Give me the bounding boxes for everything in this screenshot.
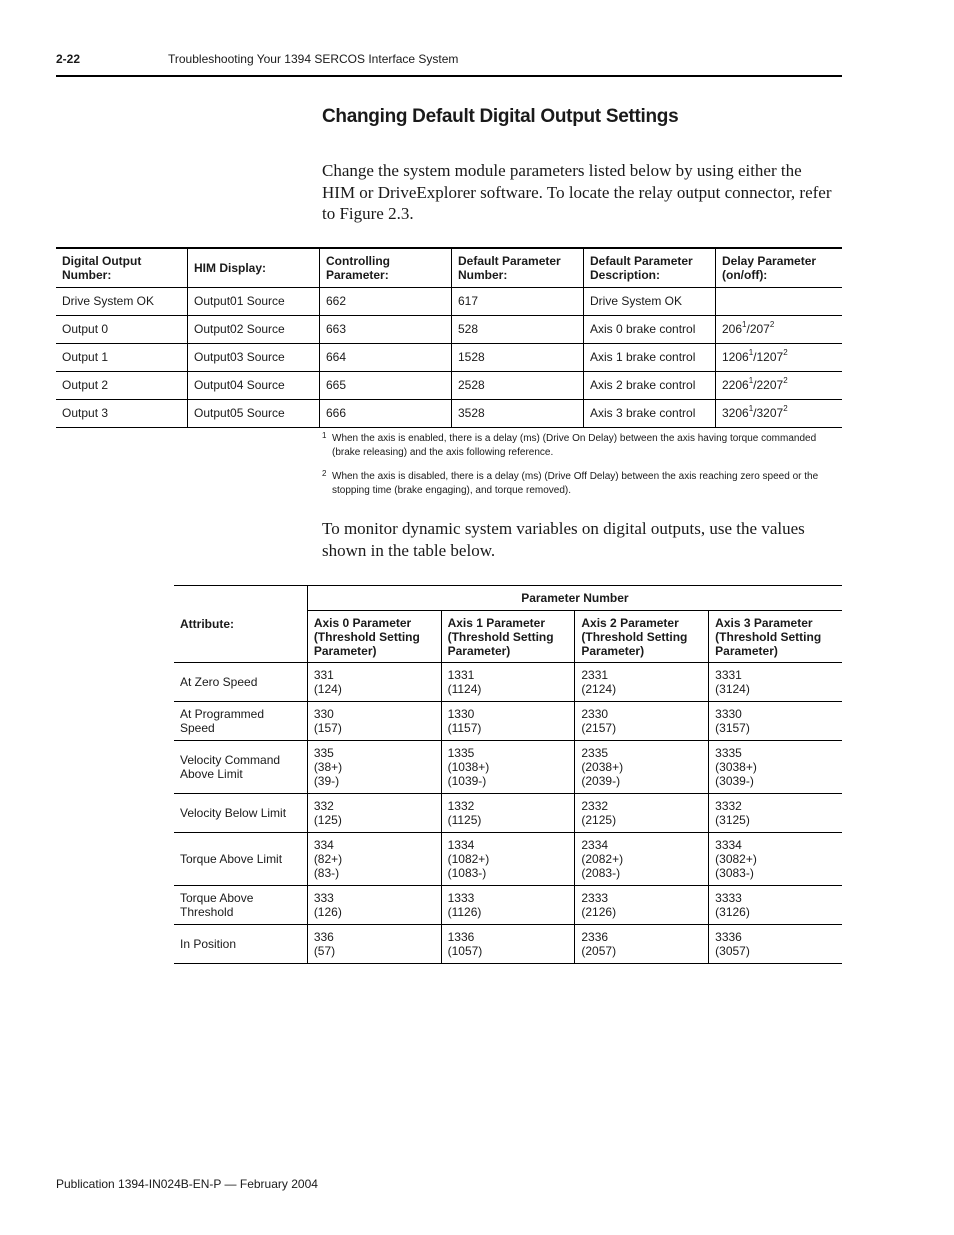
default-parameter-description-cell: Axis 2 brake control [584,371,716,399]
parameter-value: 1330 [447,707,475,721]
monitor-table-row [174,741,842,794]
parameter-value: 336 [313,930,334,944]
parameter-value: (1057) [447,944,483,958]
attribute-cell: At Programmed Speed [180,707,265,735]
parameter-value: (1126) [447,905,482,919]
delay-off-value: 1207 [756,350,784,364]
footnote-mark: 1 [322,431,327,440]
delay-off-value: 2207 [756,378,784,392]
axis-3-parameter-cell [709,741,842,794]
parameter-value: (3038+) [715,760,757,774]
delay-on-value: 206 [722,322,743,336]
monitor-group-header-row [174,586,842,611]
parameter-value: 1335 [447,746,475,760]
parameter-value: 1333 [447,891,475,905]
parameter-value: 2335 [581,746,609,760]
parameter-value: 2330 [581,707,609,721]
output-cell: Drive System OK [56,287,188,315]
parameter-value: (1124) [447,682,482,696]
default-parameter-number-cell: 617 [452,287,584,315]
digital-output-header-row [56,248,842,287]
delay-separator: / [753,350,757,364]
axis-3-parameter-cell [709,886,842,925]
axis-2-parameter-cell [575,833,709,886]
axis-2-parameter-cell [575,741,709,794]
output-cell: Output 0 [56,315,188,343]
monitor-table-row [174,794,842,833]
him-display-cell: Output05 Source [188,399,320,427]
section-title: Changing Default Digital Output Settings [322,106,679,127]
parameter-value: 331 [313,668,334,682]
col-header-controlling: Controlling Parameter: [320,248,452,287]
attribute-cell: In Position [180,937,237,951]
axis-1-parameter-cell [441,886,575,925]
delay-parameter-cell [716,287,843,315]
monitor-table [174,585,842,964]
axis-1-parameter-cell [441,663,575,702]
parameter-value: 2336 [581,930,609,944]
parameter-value: (1157) [447,721,482,735]
footnote-ref-1: 1 [742,320,747,329]
col-header-him: HIM Display: [188,248,320,287]
col-header-delay: Delay Parameter (on/off): [722,253,817,282]
monitor-table-row [174,833,842,886]
axis-3-parameter-cell [709,702,842,741]
parameter-value: (38+) [313,760,343,774]
parameter-value: (3126) [715,905,750,919]
footnote-ref-2: 2 [783,404,788,413]
parameter-value: 3332 [715,799,742,813]
delay-parameter-cell [716,343,843,371]
col-header-axis-1: Axis 1 Parameter (Threshold Setting Parameter) [441,611,575,663]
parameter-value: (3039-) [715,774,754,788]
axis-3-parameter-cell [709,794,842,833]
parameter-value: (3157) [715,721,750,735]
controlling-parameter-cell: 666 [320,399,452,427]
parameter-value: 330 [313,707,334,721]
delay-on-value: 3206 [722,406,749,420]
axis-2-parameter-cell [575,886,709,925]
monitor-table-row [174,925,842,964]
axis-0-parameter-cell [307,925,441,964]
axis-1-parameter-cell [441,794,575,833]
col-header-parameter-number: Parameter Number [307,586,842,611]
default-parameter-description-cell: Drive System OK [584,287,716,315]
parameter-value: 1336 [447,930,475,944]
monitor-table-row [174,663,842,702]
axis-0-parameter-cell [307,663,441,702]
parameter-value: (2157) [581,721,617,735]
him-display-cell: Output04 Source [188,371,320,399]
footnote-ref-2: 2 [783,376,788,385]
output-table-row [56,315,842,343]
footnote-1 [322,432,834,460]
parameter-value: 3331 [715,668,742,682]
axis-1-parameter-cell [441,833,575,886]
output-cell: Output 1 [56,343,188,371]
monitor-table-row [174,886,842,925]
parameter-value: (39-) [313,774,340,788]
footnote-ref-2: 2 [783,348,788,357]
axis-1-parameter-cell [441,925,575,964]
default-parameter-description-cell: Axis 1 brake control [584,343,716,371]
axis-2-parameter-cell [575,702,709,741]
controlling-parameter-cell: 663 [320,315,452,343]
col-header-attribute: Attribute: [180,617,234,631]
parameter-value: (2124) [581,682,617,696]
parameter-value: 3334 [715,838,742,852]
output-cell: Output 3 [56,399,188,427]
col-header-axis-2: Axis 2 Parameter (Threshold Setting Parameter) [575,611,709,663]
parameter-value: 334 [313,838,334,852]
parameter-value: 3335 [715,746,742,760]
parameter-value: (125) [313,813,342,827]
monitor-paragraph: To monitor dynamic system variables on digital outputs, use the values shown in the table below. [322,519,805,560]
intro-paragraph: Change the system module parameters listed below by using either the HIM or DriveExplorer software. To locate the relay output connector, refer to Figure 2.3. [322,161,832,223]
publication-footer: Publication 1394-IN024B-EN-P — February 2004 [56,1177,318,1191]
controlling-parameter-cell: 665 [320,371,452,399]
attribute-cell: Torque Above Threshold [180,891,254,919]
parameter-value: 1331 [447,668,475,682]
parameter-value: 3333 [715,891,742,905]
parameter-value: (3124) [715,682,750,696]
parameter-value: 1332 [447,799,475,813]
delay-on-value: 2206 [722,378,749,392]
parameter-value: (2057) [581,944,617,958]
footnote-mark: 2 [322,469,327,478]
attribute-cell: Torque Above Limit [180,852,283,866]
parameter-value: (1039-) [447,774,487,788]
axis-3-parameter-cell [709,925,842,964]
footnote-ref-1: 1 [748,348,754,357]
axis-3-parameter-cell [709,833,842,886]
col-header-default-number: Default Parameter Number: [452,248,584,287]
attribute-cell: Velocity Below Limit [180,806,287,820]
attribute-cell: At Zero Speed [180,675,258,689]
him-display-cell: Output03 Source [188,343,320,371]
parameter-value: 2332 [581,799,609,813]
page-number: 2-22 [56,52,81,66]
controlling-parameter-cell: 662 [320,287,452,315]
parameter-value: (3125) [715,813,750,827]
parameter-value: (2038+) [581,760,624,774]
parameter-value: (2039-) [581,774,621,788]
delay-parameter-cell [716,371,843,399]
output-table-row [56,343,842,371]
digital-output-table [56,247,842,428]
col-header-description: Default Parameter Description: [584,248,716,287]
him-display-cell: Output01 Source [188,287,320,315]
footnotes [322,432,834,508]
delay-on-value: 1206 [722,350,749,364]
parameter-value: 3336 [715,930,742,944]
default-parameter-number-cell: 528 [452,315,584,343]
footnote-text: When the axis is enabled, there is a delay (ms) (Drive On Delay) between the axis having torque commanded (brake releasing) and the axis following reference. [332,433,817,458]
parameter-value: (2083-) [581,866,621,880]
monitor-table-row [174,702,842,741]
running-title: Troubleshooting Your 1394 SERCOS Interface System [168,52,459,66]
parameter-value: (126) [313,905,342,919]
parameter-value: (157) [313,721,342,735]
parameter-value: 2334 [581,838,609,852]
output-cell: Output 2 [56,371,188,399]
footnote-ref-1: 1 [748,404,754,413]
controlling-parameter-cell: 664 [320,343,452,371]
footnote-text: When the axis is disabled, there is a delay (ms) (Drive Off Delay) between the axis reaching zero speed or the stopping time (brake engaging), and torque removed). [332,471,819,496]
parameter-value: (3057) [715,944,750,958]
parameter-value: (2126) [581,905,617,919]
parameter-value: (1125) [447,813,482,827]
output-table-row [56,287,842,315]
footnote-ref-2: 2 [769,320,775,329]
output-table-row [56,399,842,427]
default-parameter-number-cell: 3528 [452,399,584,427]
output-table-row [56,371,842,399]
axis-3-parameter-cell [709,663,842,702]
parameter-value: (124) [313,682,342,696]
col-header-output: Digital Output Number: [56,248,188,287]
parameter-value: 1334 [447,838,475,852]
delay-off-value: 3207 [756,406,784,420]
parameter-value: 3330 [715,707,742,721]
header-rule [56,75,842,77]
col-header-axis-0: Axis 0 Parameter (Threshold Setting Parameter) [307,611,441,663]
axis-2-parameter-cell [575,794,709,833]
axis-0-parameter-cell [307,741,441,794]
footnote-2 [322,470,834,498]
default-parameter-description-cell: Axis 0 brake control [584,315,716,343]
axis-1-parameter-cell [441,702,575,741]
parameter-value: (1083-) [447,866,487,880]
axis-2-parameter-cell [575,925,709,964]
parameter-value: (3083-) [715,866,754,880]
parameter-value: 2331 [581,668,609,682]
attribute-cell: Velocity Command Above Limit [180,753,281,781]
parameter-value: (3082+) [715,852,757,866]
parameter-value: 332 [313,799,334,813]
parameter-value: 2333 [581,891,609,905]
axis-2-parameter-cell [575,663,709,702]
delay-separator: / [746,322,750,336]
delay-separator: / [753,378,757,392]
parameter-value: (82+) [313,852,343,866]
default-parameter-number-cell: 1528 [452,343,584,371]
axis-0-parameter-cell [307,702,441,741]
axis-0-parameter-cell [307,886,441,925]
parameter-value: (83-) [313,866,340,880]
default-parameter-description-cell: Axis 3 brake control [584,399,716,427]
him-display-cell: Output02 Source [188,315,320,343]
parameter-value: (1082+) [447,852,490,866]
axis-0-parameter-cell [307,794,441,833]
parameter-value: (2082+) [581,852,624,866]
delay-separator: / [753,406,757,420]
footnote-ref-1: 1 [748,376,754,385]
col-header-axis-3: Axis 3 Parameter (Threshold Setting Parameter) [709,611,842,663]
parameter-value: 335 [313,746,334,760]
parameter-value: (57) [313,944,336,958]
delay-parameter-cell [716,315,843,343]
parameter-value: (2125) [581,813,617,827]
delay-off-value: 207 [749,322,770,336]
parameter-value: (1038+) [447,760,490,774]
axis-1-parameter-cell [441,741,575,794]
delay-parameter-cell [716,399,843,427]
parameter-value: 333 [313,891,334,905]
axis-0-parameter-cell [307,833,441,886]
default-parameter-number-cell: 2528 [452,371,584,399]
